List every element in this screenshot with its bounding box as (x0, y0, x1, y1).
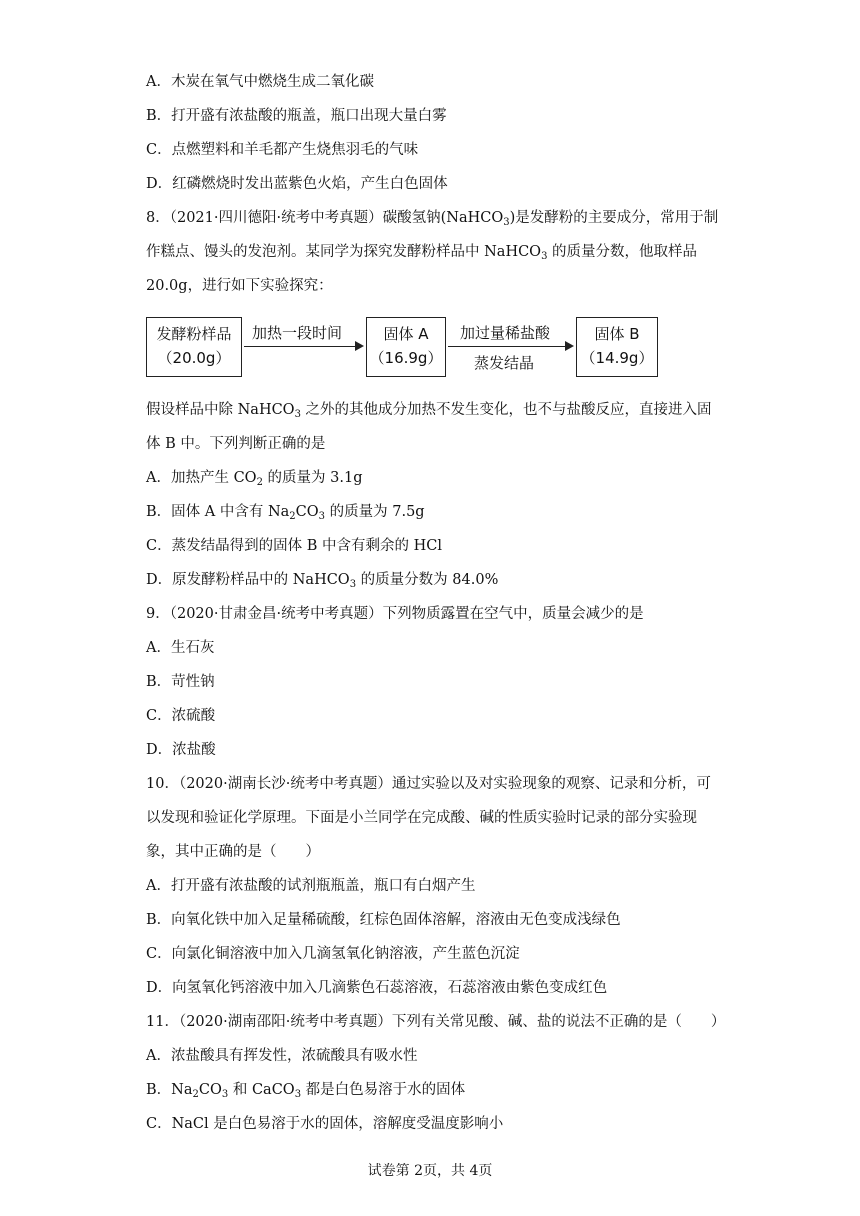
q10-option-a: A．打开盛有浓盐酸的试剂瓶瓶盖，瓶口有白烟产生 (146, 878, 476, 894)
q11-stem: 11．（2020·湖南邵阳·统考中考真题）下列有关常见酸、碱、盐的说法不正确的是（ ） (146, 1014, 726, 1030)
q8-stem-line3: 20.0g，进行如下实验探究： (146, 278, 333, 294)
q9-option-b: B．苛性钠 (146, 674, 215, 690)
q7-option-a: A．木炭在氧气中燃烧生成二氧化碳 (146, 74, 374, 90)
q10-stem-line2: 以发现和验证化学原理。下面是小兰同学在完成酸、碱的性质实验时记录的部分实验现 (146, 810, 697, 826)
q9-option-a: A．生石灰 (146, 640, 215, 656)
flow-box-sample-mass: （20.0g） (157, 349, 231, 367)
q7-option-d: D．红磷燃烧时发出蓝紫色火焰，产生白色固体 (146, 176, 448, 192)
q10-option-b: B．向氧化铁中加入足量稀硫酸，红棕色固体溶解，溶液由无色变成浅绿色 (146, 912, 621, 928)
flow-box-solid-a-mass: （16.9g） (369, 349, 443, 367)
flow-arrow-2 (448, 346, 572, 347)
flow-box-solid-b-label: 固体 B (594, 325, 640, 343)
flow-box-solid-b-mass: （14.9g） (580, 349, 654, 367)
flow-box-sample (146, 317, 242, 377)
q9-option-d: D．浓盐酸 (146, 742, 216, 758)
q9-option-c: C．浓硫酸 (146, 708, 216, 724)
flow-step-acid: 加过量稀盐酸 (460, 324, 551, 342)
q10-stem-line1: 10．（2020·湖南长沙·统考中考真题）通过实验以及对实验现象的观察、记录和分析，可 (146, 776, 711, 792)
q8-assumption-line1: 假设样品中除 NaHCO$_3$ 之外的其他成分加热不发生变化，也不与盐酸反应，直接进入固 (146, 402, 712, 420)
flow-box-solid-a-label: 固体 A (383, 325, 429, 343)
flow-step-evaporate: 蒸发结晶 (474, 354, 535, 372)
q10-option-d: D．向氢氧化钙溶液中加入几滴紫色石蕊溶液，石蕊溶液由紫色变成红色 (146, 980, 608, 996)
q9-stem: 9．（2020·甘肃金昌·统考中考真题）下列物质露置在空气中，质量会减少的是 (146, 606, 644, 622)
flow-step-heat: 加热一段时间 (252, 324, 343, 342)
q8-assumption-line2: 体 B 中。下列判断正确的是 (146, 436, 326, 452)
q11-option-c: C．NaCl 是白色易溶于水的固体，溶解度受温度影响小 (146, 1116, 504, 1132)
flow-box-solid-a (366, 317, 446, 377)
q8-option-d: D．原发酵粉样品中的 NaHCO$_3$ 的质量分数为 84.0% (146, 572, 499, 590)
flow-box-solid-b (576, 317, 658, 377)
q8-stem-line1: 8．（2021·四川德阳·统考中考真题）碳酸氢钠(NaHCO$_3$)是发酵粉的主要成分，常用于制 (146, 210, 719, 228)
q7-option-b: B．打开盛有浓盐酸的瓶盖，瓶口出现大量白雾 (146, 108, 447, 124)
q10-stem-line3: 象，其中正确的是（ ） (146, 844, 320, 860)
q8-option-c: C．蒸发结晶得到的固体 B 中含有剩余的 HCl (146, 538, 442, 554)
flow-box-sample-label: 发酵粉样品 (156, 325, 232, 343)
q11-option-b: B．$Na_2CO_3$ 和 CaCO$_3$ 都是白色易溶于水的固体 (146, 1082, 466, 1100)
q8-option-a: A．加热产生 $CO_2$ 的质量为 3.1g (146, 470, 363, 488)
flow-arrow-1 (244, 346, 362, 347)
q8-stem-line2: 作糕点、馒头的发泡剂。某同学为探究发酵粉样品中 NaHCO$_3$ 的质量分数，他取样品 (146, 244, 698, 262)
q8-option-b: B．固体 A 中含有 $Na_2CO_3$ 的质量为 7.5g (146, 504, 425, 522)
q7-option-c: C．点燃塑料和羊毛都产生烧焦羽毛的气味 (146, 142, 419, 158)
q11-option-a: A．浓盐酸具有挥发性，浓硫酸具有吸水性 (146, 1048, 418, 1064)
q10-option-c: C．向氯化铜溶液中加入几滴氢氧化钠溶液，产生蓝色沉淀 (146, 946, 520, 962)
page-footer: 试卷第 2页，共 4页 (367, 1163, 493, 1179)
